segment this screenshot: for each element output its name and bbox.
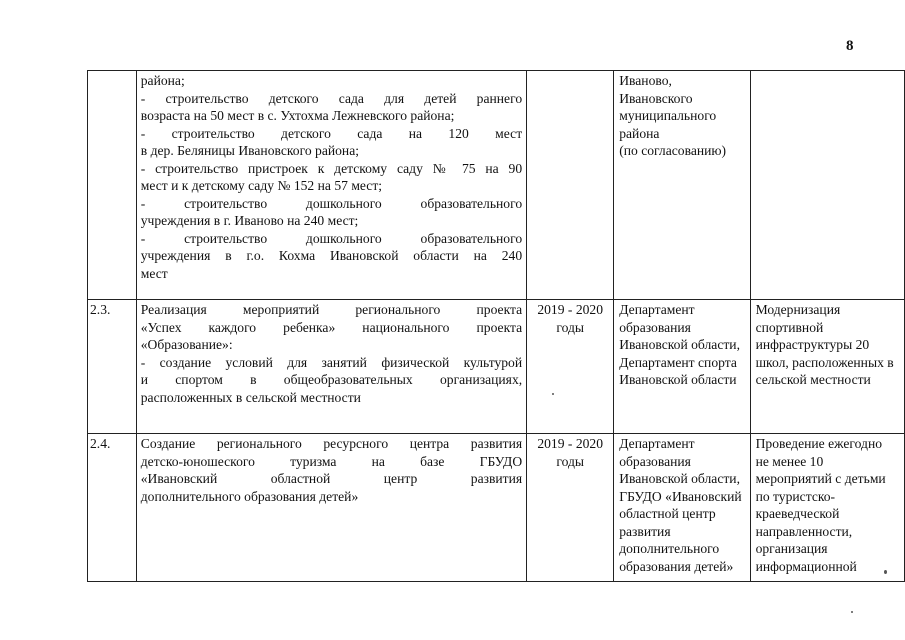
description-line: расположенных в сельской местности — [140, 389, 361, 405]
page-number: 8 — [846, 38, 854, 54]
executor-line: Ивановского — [619, 90, 693, 106]
description-line: «Образование»: — [140, 337, 233, 352]
executor-cell — [614, 434, 750, 582]
result-line: не менее 10 — [755, 453, 824, 469]
executor-line: Ивановской области — [619, 372, 737, 387]
description-line: - строительство детского сада для детей раннего — [140, 90, 523, 106]
description-line: детско-юношеского туризма на базе ГБУДО — [140, 453, 523, 469]
description-line: учреждения в г.о. Кохма Ивановской области на 240 — [140, 248, 523, 263]
term-cell — [527, 434, 614, 582]
result-line: школ, расположенных в — [755, 354, 894, 370]
result-line: организация — [755, 541, 828, 556]
executor-line: образования детей» — [619, 558, 734, 574]
result-line: информационной — [755, 558, 857, 574]
executor-line: областной центр — [619, 506, 716, 521]
executor-line: образования — [619, 319, 691, 335]
term-line: годы — [556, 319, 585, 335]
executor-line: (по согласованию) — [619, 143, 727, 158]
table-row — [88, 434, 905, 582]
result-line: Модернизация — [755, 302, 841, 317]
executor-line: муниципального — [619, 108, 717, 123]
result-line: Проведение ежегодно — [755, 436, 883, 451]
result-cell — [750, 434, 904, 582]
description-line: дополнительного образования детей» — [140, 488, 359, 504]
description-line: и спортом в общеобразовательных организациях, — [140, 372, 523, 387]
executor-line: Ивановской области, — [619, 337, 740, 352]
description-line: возраста на 50 мест в с. Ухтохма Лежневского района; — [140, 108, 455, 123]
executor-line: района — [619, 125, 660, 141]
description-line: «Ивановский областной центр развития — [140, 471, 523, 486]
result-line: сельской местности — [755, 372, 871, 387]
description-line: мест — [140, 265, 168, 281]
executor-line: образования — [619, 453, 691, 469]
result-line: краеведческой — [755, 506, 840, 521]
description-line: в дер. Беляницы Ивановского района; — [140, 143, 360, 158]
scan-speck — [851, 611, 853, 613]
result-line: по туристско- — [755, 488, 836, 504]
description-line: Реализация мероприятий регионального проекта — [140, 302, 523, 317]
description-line: - строительство пристроек к детскому саду № 75 на 90 — [140, 160, 523, 176]
description-cell — [136, 434, 526, 582]
description-line: - строительство дошкольного образовательного — [140, 230, 523, 246]
term-line: годы — [556, 453, 585, 469]
description-line: мест и к детскому саду № 152 на 57 мест; — [140, 178, 383, 193]
description-line: - строительство дошкольного образовательного — [140, 195, 523, 211]
executor-line: ГБУДО «Ивановский — [619, 488, 742, 504]
description-cell — [136, 300, 526, 434]
description-line: учреждения в г. Иваново на 240 мест; — [140, 213, 359, 228]
executor-line: Ивановской области, — [619, 471, 740, 486]
result-cell — [750, 300, 904, 434]
row-number-cell: 2.3. — [88, 300, 137, 434]
executor-line: Иваново, — [619, 73, 672, 88]
result-cell — [750, 71, 904, 300]
executor-line: Департамент спорта — [619, 354, 737, 370]
row-number-cell — [88, 71, 137, 300]
executor-line: Департамент — [619, 436, 695, 451]
result-line: мероприятий с детьми — [755, 471, 886, 486]
result-line: инфраструктуры 20 — [755, 337, 870, 352]
description-line: - строительство детского сада на 120 мест — [140, 125, 523, 141]
term-cell — [527, 300, 614, 434]
term-line: 2019 - 2020 — [537, 436, 604, 451]
measures-table — [87, 70, 905, 582]
scan-speck — [884, 570, 887, 574]
description-cell — [136, 71, 526, 300]
executor-line: развития — [619, 523, 671, 539]
executor-line: дополнительного — [619, 541, 720, 556]
executor-cell — [614, 300, 750, 434]
description-line: Создание регионального ресурсного центра развития — [140, 436, 523, 451]
executor-cell — [614, 71, 750, 300]
description-line: - создание условий для занятий физической культурой — [140, 354, 523, 370]
description-line: «Успех каждого ребенка» национального проекта — [140, 319, 523, 335]
row-number-cell: 2.4. — [88, 434, 137, 582]
term-line: 2019 - 2020 — [537, 302, 604, 317]
result-line: спортивной — [755, 319, 824, 335]
table-row — [88, 300, 905, 434]
table-row — [88, 71, 905, 300]
term-cell — [527, 71, 614, 300]
description-line: района; — [140, 73, 185, 88]
executor-line: Департамент — [619, 302, 695, 317]
scan-speck — [552, 393, 554, 395]
result-line: направленности, — [755, 523, 853, 539]
